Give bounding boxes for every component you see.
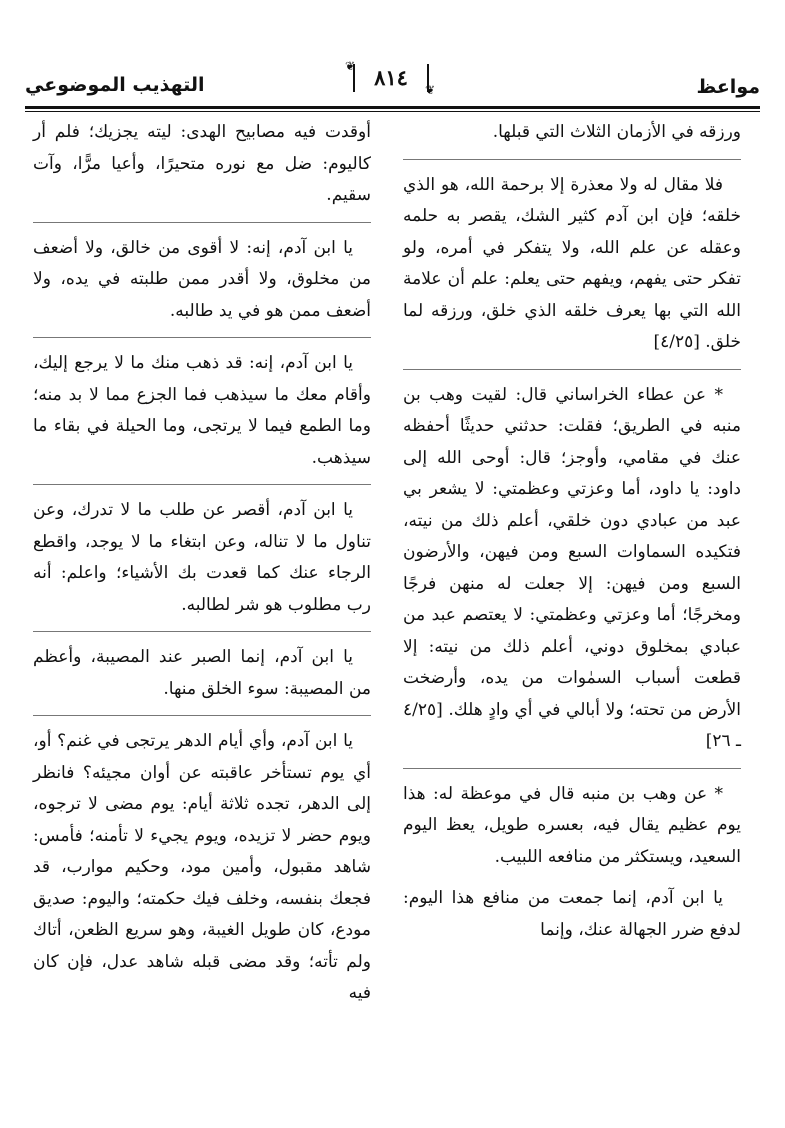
paragraph: يا ابن آدم، أقصر عن طلب ما لا تدرك، وعن تناول ما لا تناله، وعن ابتغاء ما لا يوجد، واقطع الرجاء عنك كما قعدت بك الأشياء؛ واعلم: أنه رب مطلوب هو شر لطالبه. <box>33 500 371 615</box>
paragraph: يا ابن آدم، إنه: لا أقوى من خالق، ولا أضعف من مخلوق، ولا أقدر ممن طلبته في يده، ولا أضعف ممن هو في يد طالبه. <box>33 237 371 321</box>
page-number-frame <box>345 60 435 96</box>
ornament-icon: ❦ <box>424 83 435 97</box>
divider <box>33 484 371 485</box>
paragraph: يا ابن آدم، إنما جمعت من منافع هذا اليوم: لدفع ضرر الجهالة عنك، وإنما <box>403 888 741 940</box>
page-header <box>25 50 760 110</box>
divider <box>33 337 371 338</box>
divider <box>33 631 371 632</box>
right-column <box>403 117 741 956</box>
header-rule-thin <box>25 111 760 112</box>
book-title: التهذيب الموضوعي <box>25 74 205 96</box>
paragraph: يا ابن آدم، وأي أيام الدهر يرتجى في غنم؟ أو، أي يوم تستأخر عاقبته عن أوان مجيئه؟ فانظر إلى الدهر، تجده ثلاثة أيام: يوم مضى لا ترجوه، ويوم حضر لا تزيده، ويوم يجيء لا تأمنه؛ فأمس: شاهد مقبول، وأمين مود، وحكيم موارب، قد فجعك بنفسه، وخلف فيك حكمته؛ واليوم: صديق مودع، كان طويل الغيبة، وهو سريع الظعن، أتاك ولم تأته؛ وقد مضى قبله شاهد عدل، فإن كان فيه <box>33 731 371 1003</box>
paragraph: يا ابن آدم، إنما الصبر عند المصيبة، وأعظم من المصيبة: سوء الخلق منها. <box>33 647 371 699</box>
page-number: ٨١٤ <box>353 64 429 92</box>
ornament-icon: ❦ <box>345 59 356 73</box>
paragraph: * عن وهب بن منبه قال في موعظة له: هذا يوم عظيم يقال فيه، بعسره طويل، يعظ اليوم السعيد، ويستكثر من منافعه اللبيب. <box>403 783 741 867</box>
divider <box>403 159 741 160</box>
divider <box>403 369 741 370</box>
divider <box>403 768 741 769</box>
paragraph: ورزقه في الأزمان الثلاث التي قبلها. <box>492 122 741 142</box>
paragraph: فلا مقال له ولا معذرة إلا برحمة الله، هو الذي خلقه؛ فإن ابن آدم كثير الشك، يقصر به حلمه وعقله عن علم الله، ولا يتفكر في أمره، ولو تفكر حتى يفهم، ويفهم حتى يعلم: علم أن علامة الله التي بها يعرف خلقه الذي خلق، ورزقه لما خلق. [٤/٢٥] <box>403 174 741 352</box>
paragraph: * عن عطاء الخراساني قال: لقيت وهب بن منبه في الطريق؛ فقلت: حدثني حديثًا أحفظه عنك في مقامي، وأوجز؛ قال: أوحى الله إلى داود: يا داود، أما وعزتي وعظمتي: لا يشعر بي عبد من عبادي دون خلقي، أعلم ذلك من نيته، فتكيده السماوات السبع ومن فيهن، والأرضون السبع ومن فيهن: إلا جعلت له منهن فرجًا ومخرجًا؛ أما وعزتي وعظمتي: لا يعتصم عبد من عبادي بمخلوق دوني، أعلم ذلك من نيته: إلا قطعت أسباب السمٰوات من يده، وأرضخت الأرض من تحته؛ ولا أبالي في أي وادٍ هلك. [٤/٢٥ ـ ٢٦] <box>403 384 741 751</box>
paragraph: أوقدت فيه مصابيح الهدى: ليته يجزيك؛ فلم أر كاليوم: ضل مع نوره متحيرًا، وأعيا مرًّا، وآت سقيم. <box>33 122 371 205</box>
section-title: مواعظ <box>696 76 760 98</box>
left-column <box>33 117 371 1020</box>
paragraph: يا ابن آدم، إنه: قد ذهب منك ما لا يرجع إليك، وأقام معك ما سيذهب فما الجزع مما لا بد منه؛ وما الطمع فيما لا يرتجى، وما الحيلة في بقاء ما سيذهب. <box>33 353 371 468</box>
divider <box>33 222 371 223</box>
divider <box>33 715 371 716</box>
header-rule <box>25 106 760 109</box>
